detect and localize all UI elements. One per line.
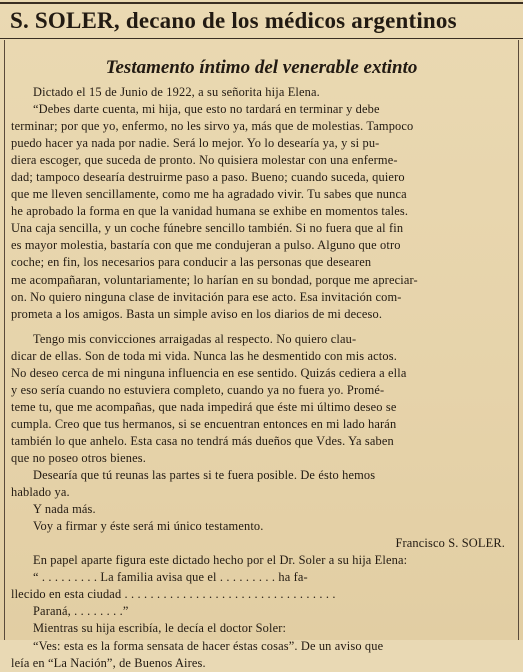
text-line: “ . . . . . . . . . La familia avisa que el . . . . . . . . . ha fa-	[33, 570, 308, 585]
text-line: me acompañaran, voluntariamente; lo harían en su bondad, porque me apreciar-	[11, 272, 418, 287]
text-line: En papel aparte figura este dictado hecho por el Dr. Soler a su hija Elena:	[33, 553, 408, 568]
article-subhead: Testamento íntimo del venerable extinto	[105, 57, 418, 78]
text-line: Una caja sencilla, y un coche fúnebre sencillo también. Si no fuera que al fin	[11, 221, 404, 236]
text-line: No deseo cerca de mi ninguna influencia en ese sentido. Quizás cediera a ella	[11, 365, 407, 380]
text-line: llecido en esta ciudad . . . . . . . . . . . . . . . . . . . . . . . . . . . . . . . . .	[11, 587, 336, 602]
text-line: que me lleven sencillamente, como me ha agradado vivir. Tu sabes que nunca	[11, 187, 407, 202]
column-left-rule	[4, 40, 5, 640]
text-line: terminar; por que yo, enfermo, no les sirvo ya, más que de molestias. Tampoco	[11, 119, 414, 134]
text-line: Y nada más.	[33, 502, 96, 517]
text-line: hablado ya.	[11, 485, 70, 500]
headline-top-rule	[0, 2, 523, 4]
text-line: Mientras su hija escribía, le decía el doctor Soler:	[33, 621, 287, 636]
text-line: prometa a los amigos. Basta un simple aviso en los diarios de mi deceso.	[11, 306, 383, 321]
text-line: puedo hacer ya nada por nadie. Será lo mejor. Yo lo desearía ya, y si pu-	[11, 136, 380, 151]
headline-bottom-rule	[0, 38, 523, 39]
text-line: Tengo mis convicciones arraigadas al respecto. No quiero clau-	[33, 331, 357, 346]
text-line: on. No quiero ninguna clase de invitación para ese acto. Esa invitación com-	[11, 289, 402, 304]
text-line: diera escoger, que suceda de pronto. No quisiera molestar con una enferme-	[11, 153, 398, 168]
text-line: cumpla. Creo que tus hermanos, si se encuentran entonces en mi lado harán	[11, 416, 397, 431]
text-line: Desearía que tú reunas las partes si te fuera posible. De ésto hemos	[33, 468, 376, 483]
text-line: Paraná, . . . . . . . .”	[33, 604, 129, 619]
text-line: “Debes darte cuenta, mi hija, que esto no tardará en terminar y debe	[33, 102, 380, 117]
text-line: dicar de ellas. Son de toda mi vida. Nunca las he desmentido con mis actos.	[11, 348, 397, 363]
text-line: que no poseo otros bienes.	[11, 450, 147, 465]
dictation-line: Dictado el 15 de Junio de 1922, a su señorita hija Elena.	[33, 85, 320, 99]
text-line: leía en “La Nación”, de Buenos Aires.	[11, 655, 206, 670]
text-line: es mayor molestia, bastaría con que me condujeran a pulso. Alguno que otro	[11, 238, 401, 253]
signature-line: Francisco S. SOLER.	[395, 536, 505, 551]
text-line: y eso sería cuando no estuviera completo, cuando ya no fuera yo. Promé-	[11, 382, 385, 397]
article-body	[11, 84, 511, 672]
text-line: “Ves: esta es la forma sensata de hacer éstas cosas”. De un aviso que	[33, 638, 384, 653]
text-line: también lo que anhelo. Esta casa no tendrá más dueños que Vdes. Ya saben	[11, 433, 394, 448]
text-line: coche; en fin, los necesarios para conducir a las personas que desearen	[11, 255, 372, 270]
text-line: dad; tampoco desearía destruirme paso a paso. Bueno; cuando suceda, quiero	[11, 170, 405, 185]
column-right-rule	[518, 40, 519, 640]
text-line: he aprobado la forma en que la vanidad humana se exhibe en momentos tales.	[11, 204, 409, 219]
headline	[10, 6, 515, 36]
headline-lead: S. SOLER,	[10, 8, 120, 33]
text-line: teme tu, que me acompañas, que nada impedirá que éste mi último deseo se	[11, 399, 397, 414]
text-line: Voy a firmar y éste será mi único testamento.	[33, 519, 264, 534]
paragraph-gap	[11, 323, 511, 331]
headline-rest: decano de los médicos argentinos	[125, 8, 457, 33]
